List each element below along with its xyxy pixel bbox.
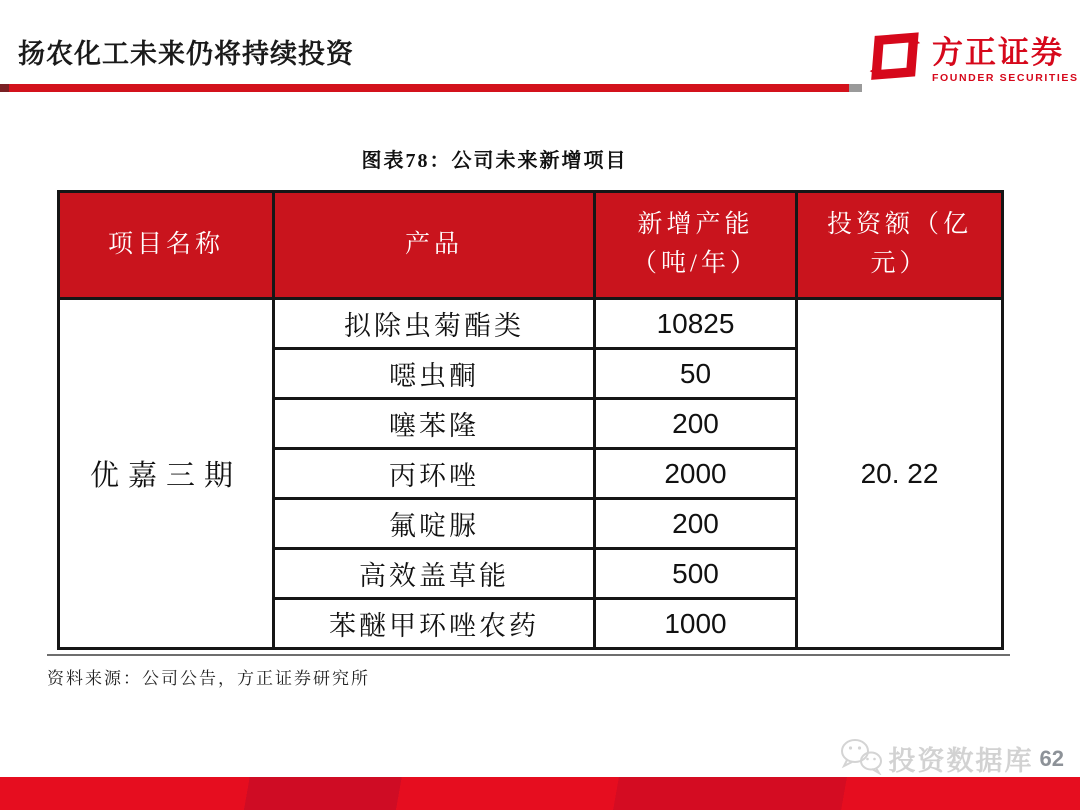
- footer-red-bar: [0, 777, 1080, 810]
- figure-caption: 图表78：公司未来新增项目: [361, 150, 628, 172]
- capacity-cell: 500: [595, 549, 797, 599]
- title-underline: [0, 84, 862, 92]
- investment-cell: 20. 22: [797, 299, 1003, 649]
- column-header-investment: 投资额（亿元）: [797, 192, 1003, 299]
- watermark-label: 投资数据库: [888, 746, 1034, 776]
- capacity-cell: 50: [595, 349, 797, 399]
- underline-gray-cap: [849, 84, 862, 92]
- page-title: 扬农化工未来仍将持续投资: [18, 39, 354, 69]
- source-divider: [47, 654, 1010, 656]
- wechat-icon: [839, 737, 885, 780]
- watermark: [839, 737, 1064, 780]
- product-cell: 噻苯隆: [274, 399, 595, 449]
- product-cell: 噁虫酮: [274, 349, 595, 399]
- column-header-capacity: 新增产能（吨/年）: [595, 192, 797, 299]
- column-header-product: 产品: [274, 192, 595, 299]
- table-row: [59, 299, 1003, 349]
- source-note: 资料来源：公司公告，方正证券研究所: [47, 669, 370, 688]
- underline-dark-cap: [0, 84, 9, 92]
- column-header-project: 项目名称: [59, 192, 274, 299]
- product-cell: 丙环唑: [274, 449, 595, 499]
- brand-name-en: FOUNDER SECURITIES: [932, 72, 1079, 85]
- underline-red-rule: [9, 84, 849, 92]
- capacity-cell: 2000: [595, 449, 797, 499]
- product-cell: 氟啶脲: [274, 499, 595, 549]
- product-cell: 苯醚甲环唑农药: [274, 599, 595, 649]
- table-header-row: [59, 192, 1003, 299]
- founder-securities-logo: [866, 30, 1079, 91]
- product-cell: 高效盖草能: [274, 549, 595, 599]
- brand-name-cn: 方正证券: [932, 35, 1064, 71]
- future-projects-table: [57, 190, 1004, 650]
- founder-logo-icon: [866, 30, 922, 91]
- capacity-cell: 1000: [595, 599, 797, 649]
- product-cell: 拟除虫菊酯类: [274, 299, 595, 349]
- page-number: 62: [1039, 745, 1064, 771]
- capacity-cell: 200: [595, 499, 797, 549]
- capacity-cell: 10825: [595, 299, 797, 349]
- capacity-cell: 200: [595, 399, 797, 449]
- project-name-cell: 优嘉三期: [59, 299, 274, 649]
